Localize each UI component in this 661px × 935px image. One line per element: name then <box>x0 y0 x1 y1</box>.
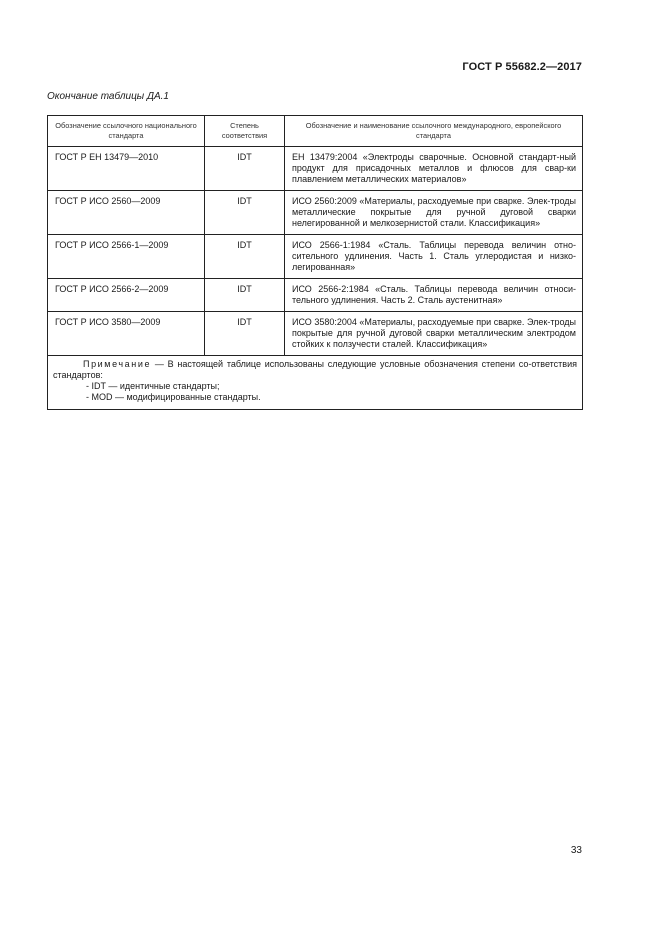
table-header-row <box>48 116 583 147</box>
national-standard-cell: ГОСТ Р ЕН 13479—2010 <box>48 147 205 191</box>
degree-cell: IDT <box>205 279 285 312</box>
table-caption: Окончание таблицы ДА.1 <box>47 91 169 102</box>
international-standard-cell: ИСО 2560:2009 «Материалы, расходуемые при сварке. Элек-троды металлические покрытые для ручной дуговой сварки нелегированной и мелкозернистой стали. Классификация» <box>285 191 583 235</box>
note-text: — В настоящей таблице использованы следующие условные обозначения степени со-ответствия стандартов: <box>53 359 577 380</box>
note-label: Примечание <box>83 359 152 369</box>
page-number: 33 <box>570 845 582 856</box>
column-header-international: Обозначение и наименование ссылочного международного, европейского стандарта <box>285 116 583 147</box>
table-note-row <box>48 356 583 410</box>
international-standard-cell: ИСО 2566-1:1984 «Сталь. Таблицы перевода величин отно-сительного удлинения. Часть 1. Сталь углеродистая и низко-легированная» <box>285 235 583 279</box>
document-code: ГОСТ Р 55682.2—2017 <box>462 61 582 73</box>
degree-cell: IDT <box>205 235 285 279</box>
note-list-item: - MOD — модифицированные стандарты. <box>86 392 261 402</box>
national-standard-cell: ГОСТ Р ИСО 2566-2—2009 <box>48 279 205 312</box>
national-standard-cell: ГОСТ Р ИСО 2560—2009 <box>48 191 205 235</box>
international-standard-cell: ИСО 3580:2004 «Материалы, расходуемые при сварке. Элек-троды покрытые для ручной дуговой сварки металлическим электродом стойких к ползучести сталей. Классификация» <box>285 312 583 356</box>
national-standard-cell: ГОСТ Р ИСО 3580—2009 <box>48 312 205 356</box>
national-standard-cell: ГОСТ Р ИСО 2566-1—2009 <box>48 235 205 279</box>
table-note <box>48 356 583 410</box>
note-paragraph <box>53 359 577 381</box>
degree-cell: IDT <box>205 147 285 191</box>
standards-table <box>47 115 583 410</box>
note-list-item: - IDT — идентичные стандарты; <box>86 381 220 391</box>
table-row <box>48 191 583 235</box>
table-row <box>48 312 583 356</box>
international-standard-cell: ЕН 13479:2004 «Электроды сварочные. Основной стандарт-ный продукт для присадочных металлов и флюсов для свар-ки плавлением металлических материалов» <box>285 147 583 191</box>
degree-cell: IDT <box>205 191 285 235</box>
table-row <box>48 235 583 279</box>
table-row <box>48 147 583 191</box>
column-header-national: Обозначение ссылочного национального стандарта <box>48 116 205 147</box>
table-row <box>48 279 583 312</box>
international-standard-cell: ИСО 2566-2:1984 «Сталь. Таблицы перевода величин относи-тельного удлинения. Часть 2. Сталь аустенитная» <box>285 279 583 312</box>
degree-cell: IDT <box>205 312 285 356</box>
column-header-degree: Степень соответствия <box>205 116 285 147</box>
